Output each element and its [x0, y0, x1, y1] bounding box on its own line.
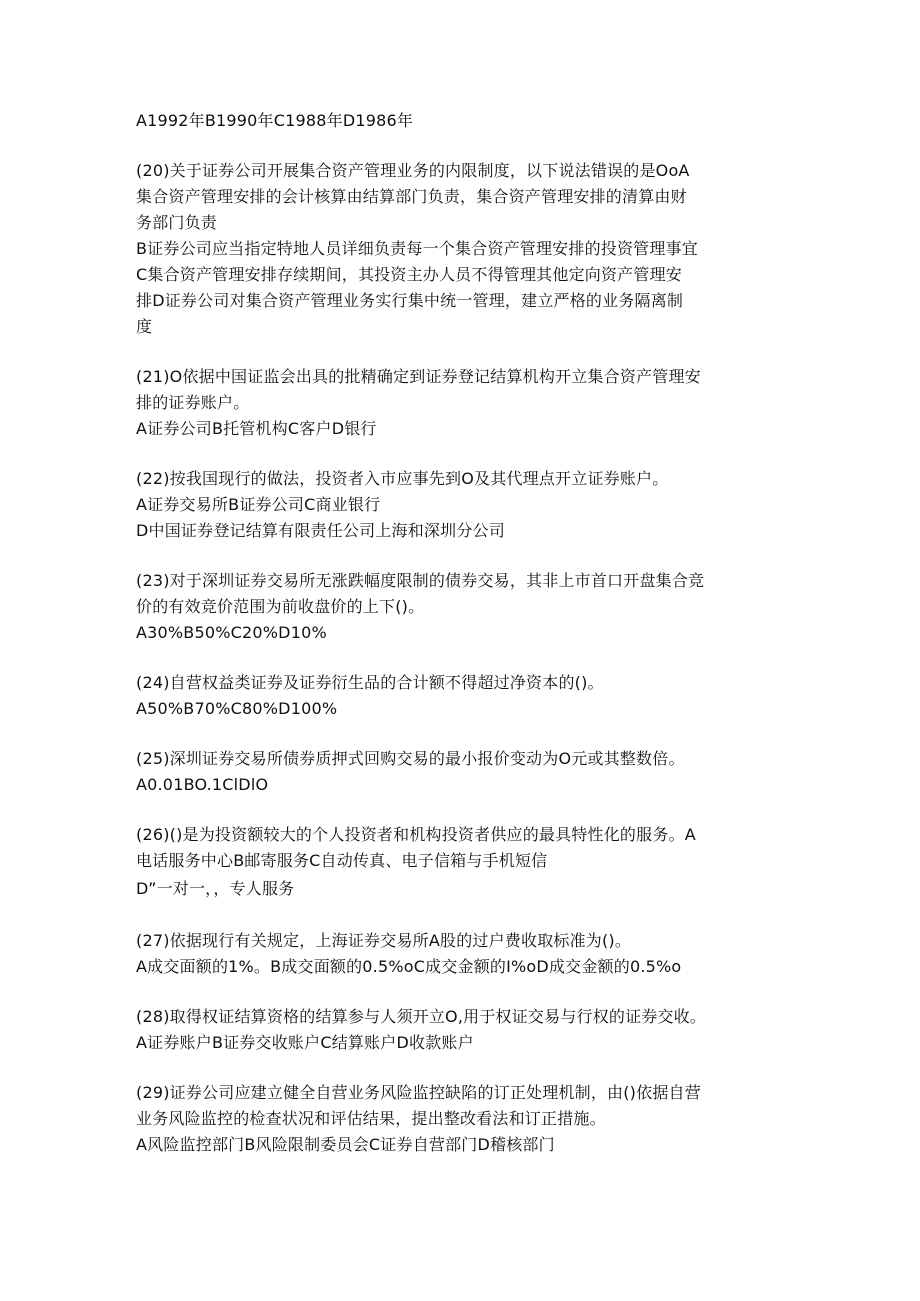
text-line: 集合资产管理安排的会计核算由结算部门负责，集合资产管理安排的清算由财 — [136, 187, 687, 206]
text-line: A50%B70%C80%D100% — [136, 699, 338, 718]
text-line: 排的证券账户。 — [136, 393, 250, 412]
text-line: (24)自营权益类证券及证券衍生品的合计额不得超过净资本的()。 — [136, 673, 604, 692]
answer-options-q19 — [136, 108, 786, 134]
text-line: A30%B50%C20%D10% — [136, 623, 327, 642]
text-line: 务部门负责 — [136, 213, 218, 232]
question-23 — [136, 568, 786, 646]
question-29 — [136, 1080, 786, 1158]
question-20 — [136, 158, 786, 340]
text-line: A0.01BO.1ClDlO — [136, 775, 269, 794]
document-page — [136, 108, 786, 1182]
text-line: C集合资产管理安排存续期间，其投资主办人员不得管理其他定向资产管理安 — [136, 265, 682, 284]
text-line: 电话服务中心B邮寄服务C自动传真、电子信箱与手机短信 — [136, 851, 548, 870]
question-22 — [136, 466, 786, 544]
text-line: 排D证券公司对集合资产管理业务实行集中统一管理，建立严格的业务隔离制 — [136, 291, 684, 310]
text-line: A证券账户B证券交收账户C结算账户D收款账户 — [136, 1033, 474, 1052]
text-line: A风险监控部门B风险限制委员会C证券自营部门D稽核部门 — [136, 1135, 555, 1154]
text-line: A1992年B1990年C1988年D1986年 — [136, 111, 414, 130]
question-27 — [136, 928, 786, 980]
text-line: (23)对于深圳证券交易所无涨跌幅度限制的债券交易，其非上市首口开盘集合竞 — [136, 571, 705, 590]
text-line: 度 — [136, 317, 153, 336]
text-line: B证券公司应当指定特地人员详细负责每一个集合资产管理安排的投资管理事宜 — [136, 239, 698, 258]
question-21 — [136, 364, 786, 442]
question-24 — [136, 670, 786, 722]
text-line: D中国证券登记结算有限责任公司上海和深圳分公司 — [136, 521, 505, 540]
text-line: (22)按我国现行的做法，投资者入市应事先到O及其代理点开立证券账户。 — [136, 469, 669, 488]
text-line: D”一对一，，专人服务 — [136, 879, 295, 898]
text-line: (27)依据现行有关规定，上海证券交易所A股的过户费收取标准为()。 — [136, 931, 632, 950]
question-28 — [136, 1004, 786, 1056]
text-line: (25)深圳证券交易所债券质押式回购交易的最小报价变动为O元或其整数倍。 — [136, 749, 685, 768]
question-25 — [136, 746, 786, 798]
text-line: A成交面额的1%。B成交面额的0.5%oC成交金额的I%oD成交金额的0.5%o — [136, 957, 682, 976]
text-line: A证券公司B托管机构C客户D银行 — [136, 419, 377, 438]
text-line: (26)()是为投资额较大的个人投资者和机构投资者供应的最具特性化的服务。A — [136, 825, 696, 844]
text-line: (28)取得权证结算资格的结算参与人须开立O,用于权证交易与行权的证券交收。 — [136, 1007, 707, 1026]
text-line: (21)O依据中国证监会出具的批精确定到证券登记结算机构开立集合资产管理安 — [136, 367, 701, 386]
text-line: (20)关于证券公司开展集合资产管理业务的内限制度，以下说法错误的是OoA — [136, 161, 690, 180]
text-line: (29)证券公司应建立健全自营业务风险监控缺陷的订正处理机制，由()依据自营 — [136, 1083, 701, 1102]
text-line: A证券交易所B证券公司C商业银行 — [136, 495, 381, 514]
text-line: 价的有效竞价范围为前收盘价的上下()。 — [136, 597, 425, 616]
question-26 — [136, 822, 786, 904]
text-line: 业务风险监控的检查状况和评估结果，提出整改看法和订正措施。 — [136, 1109, 606, 1128]
